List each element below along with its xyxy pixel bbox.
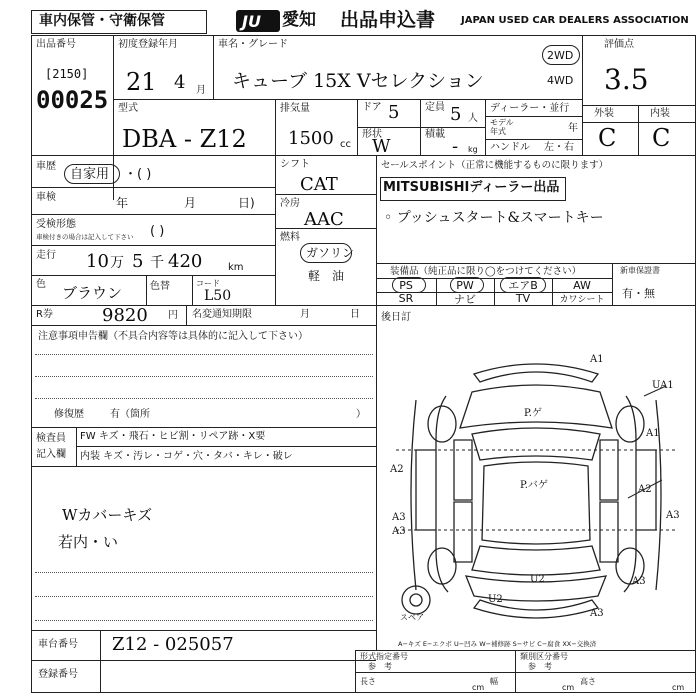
mileage-sen: 5 — [132, 251, 144, 272]
body-label: 形状 — [362, 129, 382, 140]
repair-label: 修復歴 — [54, 409, 84, 420]
association-name: JAPAN USED CAR DEALERS ASSOCIATION — [461, 15, 689, 26]
registration-year: 21 — [126, 68, 157, 96]
damage-legend: A−キズ E−エクボ U−凹み W−補修跡 S−サビ C−腐食 XX−交換済 — [398, 640, 597, 648]
mileage-man-unit: 万 — [110, 255, 124, 271]
displacement-label: 排気量 — [280, 103, 310, 114]
mileage-label: 走行 — [36, 250, 56, 261]
mileage-sen-unit: 千 — [150, 255, 164, 271]
mileage-rest: 420 — [168, 251, 203, 272]
inspector-row-1: FW キズ・飛石・ヒビ割・リペア跡・X要 — [80, 431, 266, 442]
equip-sr: SR — [398, 292, 414, 305]
payment-label: 受検形態 — [36, 219, 76, 230]
sales-point-note: ◦ プッシュスタート&スマートキー — [384, 210, 604, 226]
mark-a3-left-low: A3 — [392, 526, 406, 537]
exterior-grade: C — [598, 124, 617, 152]
doors-value: 5 — [388, 102, 400, 123]
inspector-label-1: 検査員 — [36, 433, 66, 444]
mark-a2-left: A2 — [390, 464, 404, 475]
mark-u2-rear-low: U2 — [488, 594, 503, 605]
spare-label: スペア — [400, 613, 424, 622]
recycle-unit: 円 — [168, 310, 178, 321]
sales-point-label: セールスポイント（正常に機能するものに限ります） — [381, 160, 609, 171]
fuel-label: 燃料 — [280, 232, 300, 243]
inspector-note-1: Wカバーキズ — [62, 506, 153, 524]
height-label: 高さ — [580, 677, 596, 686]
load-unit: kg — [468, 145, 478, 154]
car-diagram — [376, 330, 696, 650]
lot-code: [2150] — [45, 67, 89, 81]
remarks-label: 注意事項申告欄（不具合内容等は具体的に記入して下さい） — [38, 331, 308, 342]
capacity-label: 定員 — [425, 102, 445, 113]
exterior-label: 外装 — [594, 108, 614, 119]
payment-note: 車検付きの場合は記入して下さい — [36, 233, 134, 241]
length-unit: cm — [472, 683, 485, 692]
ps-circle — [392, 277, 426, 293]
load-value: - — [452, 136, 459, 157]
equip-pw: PW — [456, 278, 474, 292]
mark-paint-hood: P.ゲ — [524, 408, 542, 419]
rear-label: 後日訂 — [381, 312, 411, 323]
car-name-value: キューブ 15X Vセレクション — [232, 70, 484, 92]
lot-label: 出品番号 — [36, 39, 76, 50]
mark-a2-right: A2 — [638, 484, 652, 495]
dealer-stamp: MITSUBISHIディーラー出品 — [383, 180, 560, 195]
lot-number: 00025 — [36, 86, 109, 114]
displacement-unit: cc — [340, 139, 351, 150]
handle-options: 左・右 — [544, 142, 574, 153]
model-year-label-2: 年式 — [490, 127, 506, 136]
mark-u2-rear: U2 — [530, 574, 545, 585]
ac-label: 冷房 — [280, 198, 300, 209]
history-paren: ・( ) — [124, 167, 152, 182]
mark-a1-front: A1 — [590, 354, 604, 365]
equip-ps: PS — [399, 278, 413, 292]
color-value: ブラウン — [62, 284, 123, 302]
capacity-value: 5 — [450, 104, 462, 125]
car-name-label: 車名・グレード — [218, 39, 288, 50]
mark-ua1-front-right: UA1 — [652, 380, 674, 391]
model-value: DBA - Z12 — [122, 125, 247, 153]
mark-a3-rear-right: A3 — [632, 576, 646, 587]
chassis-value: Z12 - 025057 — [112, 634, 234, 655]
mark-paint-roof: P.バゲ — [520, 480, 548, 491]
shift-value: CAT — [300, 174, 338, 195]
class-sub: 参 考 — [528, 662, 552, 671]
color-code: L50 — [204, 288, 232, 304]
class-label: 類別区分番号 — [520, 652, 568, 661]
capacity-unit: 人 — [468, 113, 478, 124]
registration-month: 4 — [174, 72, 186, 93]
doors-label: ドア — [362, 102, 382, 113]
height-unit: cm — [672, 683, 685, 692]
model-year-unit: 年 — [568, 123, 578, 134]
color-label: 色 — [36, 279, 46, 290]
width-unit: cm — [562, 683, 575, 692]
equip-tv: TV — [515, 292, 531, 305]
inspector-label-2: 記入欄 — [36, 449, 66, 460]
equip-aw: AW — [573, 278, 591, 292]
equip-airbag: エアB — [508, 279, 538, 292]
cert-sub: 参 考 — [368, 662, 392, 671]
notice-month-unit: 月 — [300, 309, 310, 320]
reg-number-label: 登録番号 — [38, 669, 78, 680]
model-year-label-1: モデル — [490, 118, 514, 127]
payment-paren: ( ) — [150, 224, 165, 239]
recycle-label: R券 — [36, 309, 53, 320]
form-title: 出品申込書 — [340, 9, 436, 31]
equipment-label: 装備品（純正品に限り◯をつけてください） — [390, 266, 582, 277]
mileage-man: 10 — [86, 251, 109, 272]
inspection-year-unit: 年 — [116, 196, 129, 210]
inspector-note-2: 若内・い — [58, 533, 119, 551]
length-label: 長さ — [360, 677, 376, 686]
color-code-label: コード — [196, 279, 220, 288]
notice-label: 名変通知期限 — [192, 309, 252, 320]
model-label: 型式 — [118, 103, 138, 114]
mileage-unit: km — [228, 262, 244, 273]
chassis-label: 車台番号 — [38, 639, 78, 650]
history-label: 車歴 — [36, 161, 56, 172]
shift-label: シフト — [280, 159, 310, 170]
drive-2wd: 2WD — [547, 49, 574, 62]
equip-leather: カワシート — [559, 295, 605, 305]
inspection-label: 車検 — [36, 192, 56, 203]
inspector-row-2: 内装 キズ・汚レ・コゲ・穴・タバ・キレ・破レ — [80, 451, 293, 462]
handle-label: ハンドル — [490, 142, 530, 153]
mark-a3-bottom: A3 — [590, 608, 604, 619]
evaluation-score: 3.5 — [604, 63, 649, 96]
repair-value: 有（箇所 — [110, 409, 150, 420]
recycle-value: 9820 — [102, 305, 148, 326]
notice-day-unit: 日 — [350, 309, 360, 320]
interior-label: 内装 — [650, 108, 670, 119]
displacement-value: 1500 — [288, 128, 334, 149]
org-name: 愛知 — [282, 10, 316, 30]
fuel-diesel: 軽 油 — [308, 269, 345, 283]
load-label: 積載 — [425, 129, 445, 140]
inspection-month-unit: 月 — [184, 196, 197, 210]
ac-value: AAC — [304, 209, 344, 230]
repair-close: ） — [356, 409, 366, 420]
ju-logo-text: JU — [242, 12, 261, 31]
registration-label: 初度登録年月 — [118, 39, 178, 50]
warranty-label: 新車保證書 — [620, 266, 660, 275]
drive-4wd: 4WD — [547, 74, 574, 87]
equip-navi: ナビ — [454, 292, 476, 306]
airbag-circle — [500, 277, 546, 293]
body-value: W — [372, 136, 391, 157]
mark-a3-right: A3 — [666, 510, 680, 521]
storage-label: 車内保管・守衛保管 — [39, 13, 165, 29]
dealer-import-label: ディーラー・並行 — [490, 103, 570, 114]
fuel-gasoline: ガソリン — [306, 246, 355, 260]
interior-grade: C — [652, 124, 671, 152]
registration-month-unit: 月 — [196, 85, 206, 96]
evaluation-label: 評価点 — [604, 39, 634, 50]
warranty-options: 有・無 — [622, 287, 655, 300]
color-alt-label: 色替 — [150, 281, 170, 292]
mark-a3-left: A3 — [392, 512, 406, 523]
mark-a1-right-door: A1 — [646, 428, 660, 439]
ju-logo — [236, 10, 280, 32]
history-value: 自家用 — [70, 167, 110, 182]
cert-label: 形式指定番号 — [360, 652, 408, 661]
inspection-day-unit: 日) — [238, 196, 255, 210]
width-label: 幅 — [490, 677, 498, 686]
